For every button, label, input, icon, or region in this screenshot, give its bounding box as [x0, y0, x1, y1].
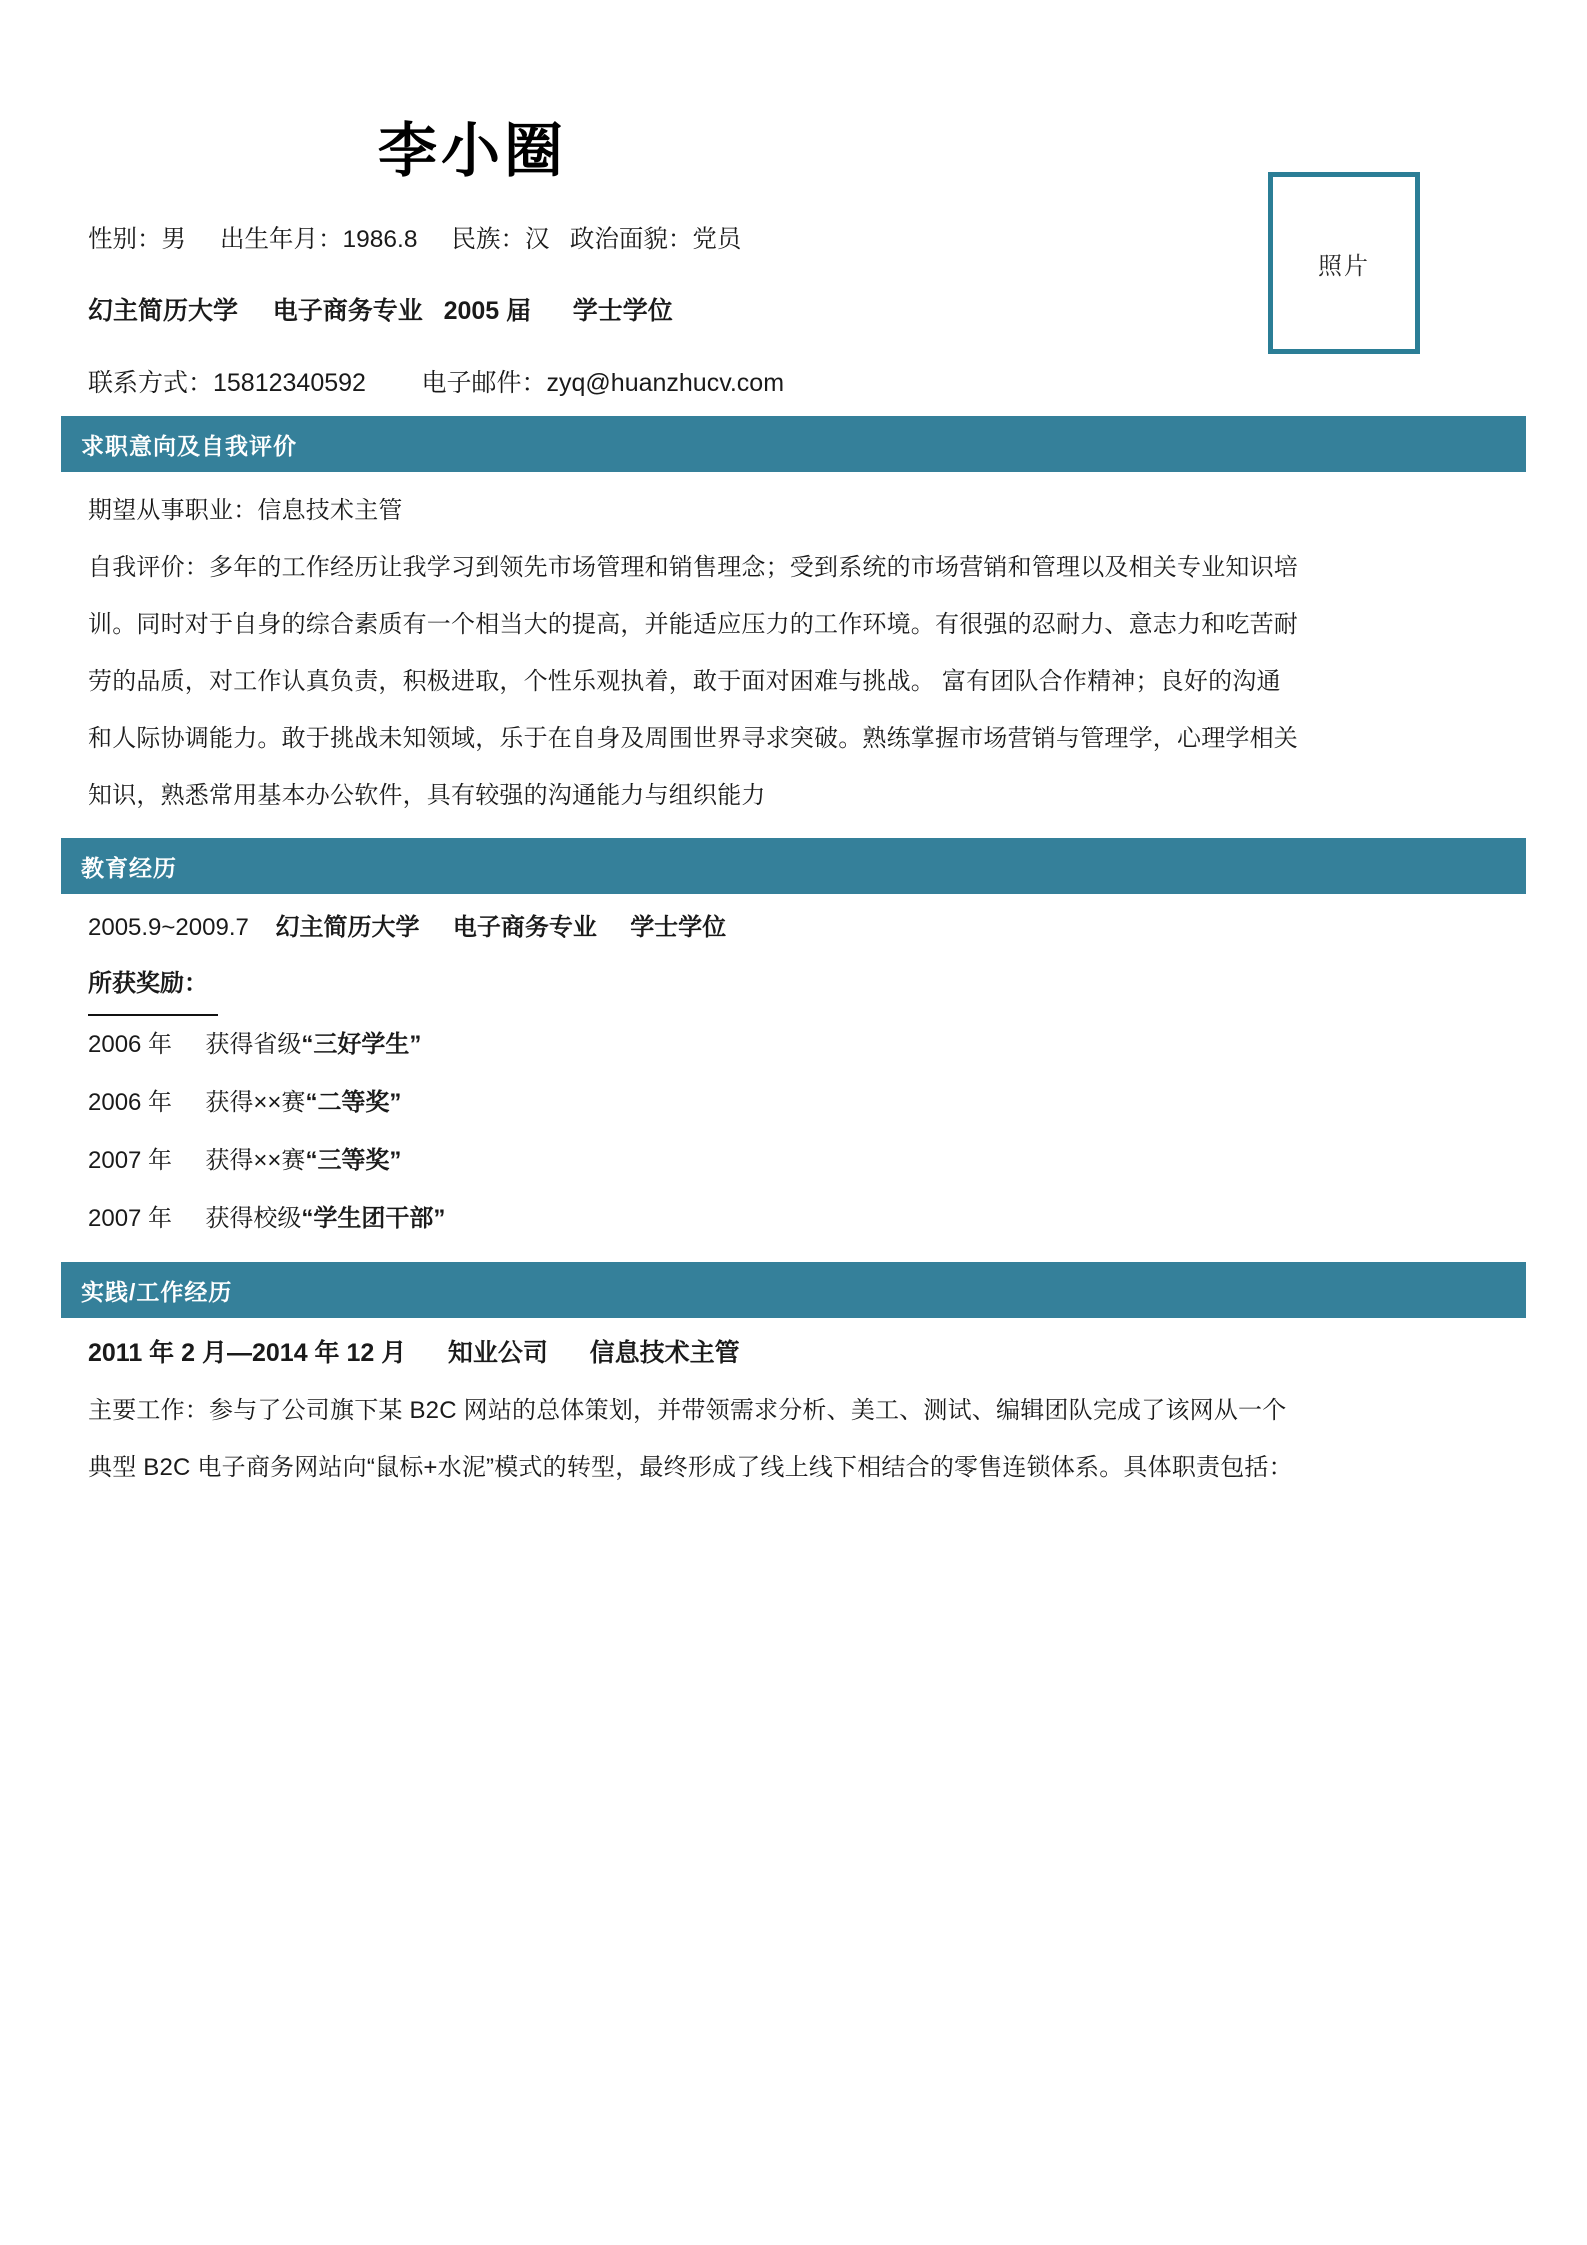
award-year: 2006 年	[88, 1089, 173, 1117]
job-description-line: 主要工作：参与了公司旗下某 B2C 网站的总体策划，并带领需求分析、美工、测试、编辑团队完成了该网从一个	[88, 1397, 1287, 1425]
award-name: “三等奖”	[305, 1147, 402, 1175]
self-eval-line: 知识，熟悉常用基本办公软件，具有较强的沟通能力与组织能力	[88, 782, 766, 810]
award-desc: 获得省级	[205, 1031, 302, 1059]
award-name: “学生团干部”	[301, 1205, 446, 1233]
contact-line: 联系方式：15812340592 电子邮件：zyq@huanzhucv.com	[88, 369, 785, 398]
education-section	[81, 838, 1499, 1248]
award-item	[88, 1190, 1499, 1248]
photo-placeholder-label: 照片	[1318, 253, 1370, 280]
self-eval-line: 和人际协调能力。敢于挑战未知领域，乐于在自身及周围世界寻求突破。熟练掌握市场营销与管理学，心理学相关	[88, 725, 1298, 753]
experience-section	[81, 1262, 1499, 1496]
award-item	[88, 1074, 1499, 1132]
objective-section	[81, 416, 1499, 824]
section-header-education	[61, 838, 1526, 894]
section-title-education: 教育经历	[81, 854, 177, 881]
award-desc: 获得校级	[205, 1205, 302, 1233]
personal-info-line: 性别：男 出生年月：1986.8 民族：汉 政治面貌：党员	[88, 225, 742, 253]
section-title-objective: 求职意向及自我评价	[81, 432, 297, 459]
education-summary-line: 幻主简历大学 电子商务专业 2005 届 学士学位	[88, 297, 673, 326]
self-eval-line: 自我评价：多年的工作经历让我学习到领先市场管理和销售理念；受到系统的市场营销和管理以及相关专业知识培	[88, 554, 1298, 582]
experience-body	[88, 1318, 1499, 1496]
objective-line: 期望从事职业：信息技术主管	[88, 497, 403, 525]
education-degree: 学士学位	[630, 914, 727, 942]
award-item	[88, 1016, 1499, 1074]
section-header-experience	[61, 1262, 1526, 1318]
award-desc: 获得××赛	[205, 1089, 306, 1117]
award-year: 2007 年	[88, 1147, 173, 1175]
award-item	[88, 1132, 1499, 1190]
awards-title: 所获奖励：	[88, 956, 218, 1016]
page-title: 李小圈	[378, 118, 568, 184]
self-eval-line: 训。同时对于自身的综合素质有一个相当大的提高，并能适应压力的工作环境。有很强的忍耐力、意志力和吃苦耐	[88, 611, 1298, 639]
education-body	[88, 894, 1499, 1248]
job-heading: 2011 年 2 月—2014 年 12 月 知业公司 信息技术主管	[88, 1339, 740, 1368]
award-year: 2006 年	[88, 1031, 173, 1059]
education-period: 2005.9~2009.7	[88, 914, 249, 942]
education-major: 电子商务专业	[452, 914, 597, 942]
award-name: “三好学生”	[301, 1031, 422, 1059]
job-description-line: 典型 B2C 电子商务网站向“鼠标+水泥”模式的转型，最终形成了线上线下相结合的零售连锁体系。具体职责包括：	[88, 1454, 1293, 1482]
self-eval-line: 劳的品质，对工作认真负责，积极进取，个性乐观执着，敢于面对困难与挑战。 富有团队合作精神；良好的沟通	[88, 668, 1281, 696]
award-year: 2007 年	[88, 1205, 173, 1233]
objective-body	[88, 472, 1499, 824]
awards-title-wrap	[88, 956, 1499, 1016]
photo-placeholder-box	[1268, 172, 1420, 354]
resume-header	[88, 0, 1499, 396]
section-header-objective	[61, 416, 1526, 472]
section-title-experience: 实践/工作经历	[81, 1278, 233, 1305]
education-school: 幻主简历大学	[275, 914, 420, 942]
award-name: “二等奖”	[305, 1089, 402, 1117]
education-entry	[88, 900, 1499, 956]
award-desc: 获得××赛	[205, 1147, 306, 1175]
